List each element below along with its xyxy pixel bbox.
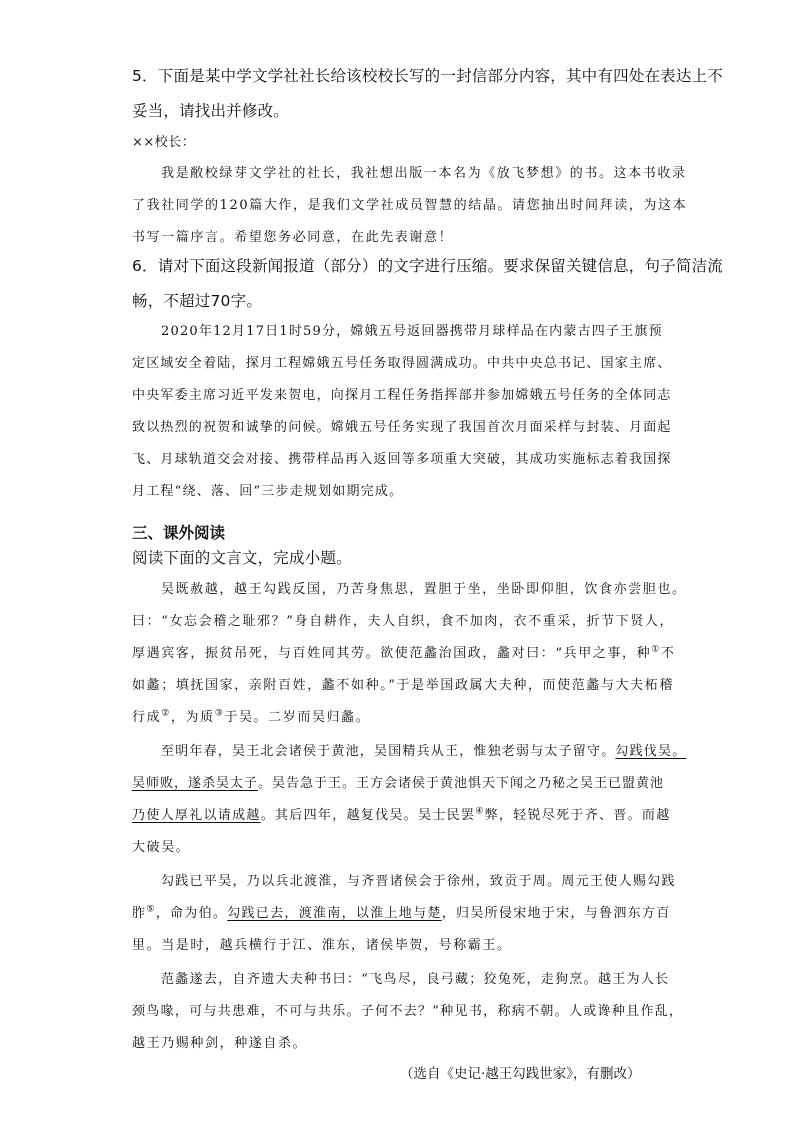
passage-line: 大破吴。 — [132, 840, 191, 855]
passage-line: 胙⑤，命为伯。勾践已去，渡淮南，以淮上地与楚，归吴所侵宋地于宋，与鲁泗东方百 — [132, 904, 671, 921]
passage-line: 乃使人厚礼以请成越。其后四年，越复伐吴。吴士民罢④弊，轻锐尽死于齐、晋。而越 — [132, 806, 671, 823]
footnote-marker: ⑤ — [146, 904, 156, 915]
q6-prompt-line1: 6．请对下面这段新闻报道（部分）的文字进行压缩。要求保留关键信息，句子简洁流 — [132, 257, 723, 275]
news-line: 月工程“绕、落、回”三步走规划如期完成。 — [132, 484, 404, 499]
passage-line: 吴既赦越，越王勾践反国，乃苦身焦思，置胆于坐，坐卧即仰胆，饮食亦尝胆也。 — [161, 582, 687, 597]
news-line: 2020年12月17日1时59分，嫦娥五号返回器携带月球样品在内蒙古四子王旗预 — [161, 324, 663, 339]
letter-line: 书写一篇序言。希望您务必同意，在此先表谢意！ — [132, 230, 454, 245]
passage-line: 里。当是时，越兵横行于江、淮东，诸侯毕贺，号称霸王。 — [132, 938, 512, 953]
passage-line: 厚遇宾客，振贫吊死，与百姓同其劳。欲使范蠡治国政，蠡对曰：“兵甲之事，种①不 — [132, 644, 676, 661]
passage-line: 至明年春，吴王北会诸侯于黄池，吴国精兵从王，惟独老弱与太子留守。勾践伐吴。 — [161, 744, 687, 759]
passage-line: 越王乃赐种剑，种遂自杀。 — [132, 1036, 308, 1051]
news-line: 中央军委主席习近平发来贺电，向探月工程任务指挥部并参加嫦娥五号任务的全体同志 — [132, 388, 672, 403]
underlined-sentence: 勾践伐吴。 — [615, 744, 687, 759]
passage-line: 如蠡；填抚国家，亲附百姓，蠡不如种。”于是举国政属大夫种，而使范蠡与大夫柘稽 — [132, 678, 674, 693]
sentence-to-punctuate: 王方会诸侯于黄池惧天下闻之乃秘之吴王已盟黄池 — [356, 776, 665, 791]
letter-line: 了我社同学的120篇大作，是我们文学社成员智慧的结晶。请您抽出时间拜读，为这本 — [132, 198, 688, 213]
news-line: 飞、月球轨道交会对接、携带样品再入返回等多项重大突破，其成功实施标志着我国探 — [132, 452, 672, 467]
passage-line: 勾践已平吴，乃以兵北渡淮，与齐晋诸侯会于徐州，致贡于周。周元王使人赐勾践 — [161, 874, 676, 889]
footnote-marker: ② — [161, 708, 171, 719]
q6-prompt-line2: 畅，不超过70字。 — [132, 292, 263, 310]
underlined-sentence: 吴师败，遂杀吴太子 — [132, 776, 259, 791]
q5-prompt-line1: 5．下面是某中学文学社社长给该校校长写的一封信部分内容，其中有四处在表达上不 — [132, 67, 723, 85]
section-intro: 阅读下面的文言文，完成小题。 — [132, 549, 352, 567]
underlined-sentence: 乃使人厚礼以请成越 — [132, 808, 261, 823]
source-citation: （选自《史记·越王勾践世家》，有删改） — [400, 1066, 641, 1082]
news-line: 定区域安全着陆，探月工程嫦娥五号任务取得圆满成功。中共中央总书记、国家主席、 — [132, 356, 672, 371]
passage-line: 行成②，为质③于吴。二岁而吴归蠡。 — [132, 708, 371, 725]
passage-line: 颈鸟喙，可与共患难，不可与共乐。子何不去？”种见书，称病不朝。人或谗种且作乱， — [132, 1004, 684, 1019]
section-title: 三、课外阅读 — [132, 524, 226, 542]
letter-salutation: ××校长： — [132, 135, 196, 150]
footnote-marker: ① — [651, 644, 661, 655]
q5-prompt-line2: 妥当，请找出并修改。 — [132, 102, 290, 120]
news-line: 致以热烈的祝贺和诚挚的问候。嫦娥五号任务实现了我国首次月面采样与封装、月面起 — [132, 420, 672, 435]
passage-line: 曰：“女忘会稽之耻邪？”身自耕作，夫人自织，食不加肉，衣不重采，折节下贤人， — [132, 614, 675, 629]
footnote-marker: ④ — [475, 806, 485, 817]
passage-line: 吴师败，遂杀吴太子。吴告急于王。王方会诸侯于黄池惧天下闻之乃秘之吴王已盟黄池 — [132, 776, 665, 791]
underlined-sentence: 勾践已去，渡淮南，以淮上地与楚 — [227, 906, 442, 921]
letter-line: 我是敝校绿芽文学社的社长，我社想出版一本名为《放飞梦想》的书。这本书收录 — [161, 166, 687, 181]
footnote-marker: ③ — [214, 708, 225, 719]
passage-line: 范蠡遂去，自齐遗大夫种书曰：“飞鸟尽，良弓藏；狡兔死，走狗烹。越王为人长 — [161, 972, 670, 987]
